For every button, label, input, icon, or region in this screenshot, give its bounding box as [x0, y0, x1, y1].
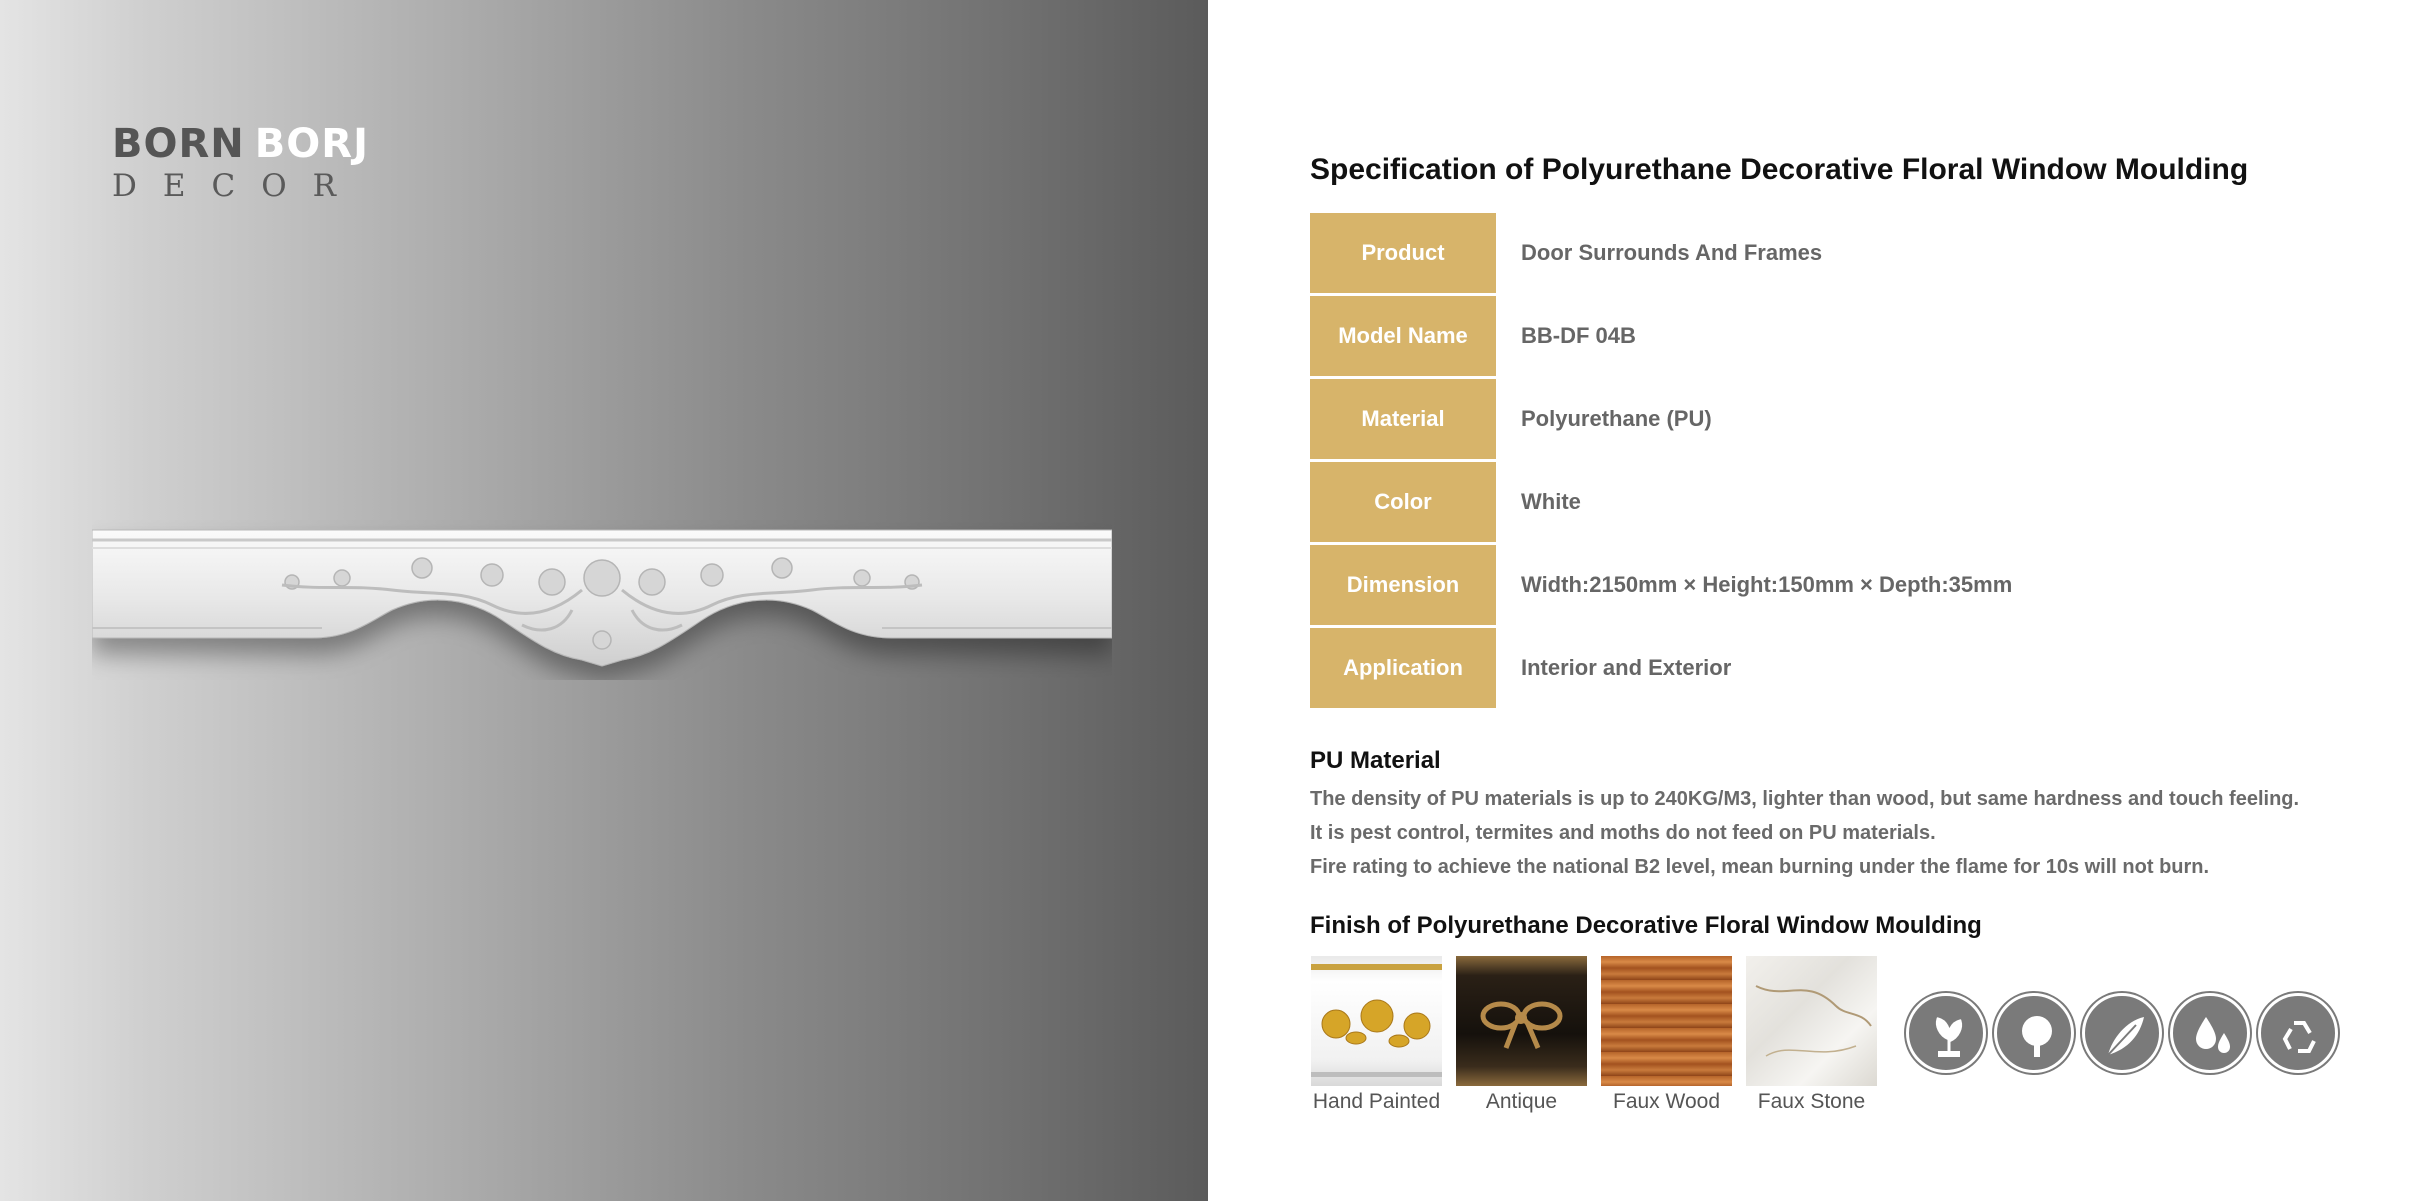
finish-faux-wood	[1601, 956, 1732, 1114]
brand-word-2: BORJ	[254, 121, 369, 167]
spec-row-color	[1310, 461, 2012, 544]
spec-label: Dimension	[1310, 544, 1498, 627]
finish-hand-painted	[1311, 956, 1442, 1114]
finish-antique	[1456, 956, 1587, 1114]
spec-value: Interior and Exterior	[1498, 627, 2013, 710]
formaldehyde-free-icon	[1906, 993, 1986, 1073]
spec-row-product	[1310, 213, 2012, 295]
antique-swatch	[1456, 956, 1587, 1086]
spec-row-model-name	[1310, 295, 2012, 378]
finish-label: Faux Wood	[1613, 1090, 1720, 1113]
finish-label: Antique	[1485, 1090, 1558, 1113]
finish-faux-stone	[1746, 956, 1877, 1114]
pu-material-title: PU Material	[1310, 747, 1441, 774]
spec-label: Model Name	[1310, 295, 1498, 378]
spec-row-dimension	[1310, 544, 2012, 627]
hand-painted-swatch	[1311, 956, 1442, 1086]
pu-line: The density of PU materials is up to 240KG/M3, lighter than wood, but same hardness and touch feeling.	[1310, 788, 2300, 810]
faux-stone-swatch	[1746, 956, 1877, 1086]
spec-table	[1310, 213, 2012, 711]
pu-material-description	[1310, 782, 2299, 884]
biodegradable-icon	[2258, 993, 2338, 1073]
finish-swatches	[1311, 956, 1877, 1114]
finish-label: Hand Painted	[1312, 1090, 1441, 1113]
spec-label: Color	[1310, 461, 1498, 544]
pu-line: Fire rating to achieve the national B2 level, mean burning under the flame for 10s will not burn.	[1310, 856, 2210, 878]
spec-label: Material	[1310, 378, 1498, 461]
spec-value: BB-DF 04B	[1498, 295, 2013, 378]
brand-tagline: DECOR	[112, 168, 362, 204]
pu-line: It is pest control, termites and moths do not feed on PU materials.	[1310, 822, 1936, 844]
spec-row-material	[1310, 378, 2012, 461]
brand-word-1: BORN	[112, 121, 245, 167]
hypoallergenic-icon	[2082, 993, 2162, 1073]
spec-value: Door Surrounds And Frames	[1498, 213, 2013, 295]
finish-label: Faux Stone	[1757, 1090, 1866, 1113]
spec-row-application	[1310, 627, 2012, 710]
spec-label: Product	[1310, 213, 1498, 295]
spec-value: Width:2150mm × Height:150mm × Depth:35mm	[1498, 544, 2013, 627]
spec-value: White	[1498, 461, 2013, 544]
moisture-resistant-icon	[2170, 993, 2250, 1073]
spec-title: Specification of Polyurethane Decorative Floral Window Moulding	[1310, 153, 2249, 186]
brand-logo	[112, 121, 369, 204]
cfc-free-icon	[1994, 993, 2074, 1073]
spec-value: Polyurethane (PU)	[1498, 378, 2013, 461]
product-image-panel	[0, 0, 1208, 1201]
moulding-product-image	[92, 520, 1112, 680]
finish-title: Finish of Polyurethane Decorative Floral Window Moulding	[1310, 912, 1982, 939]
faux-wood-swatch	[1601, 956, 1732, 1086]
feature-badges	[1906, 993, 2338, 1073]
brand-wordmark	[112, 121, 369, 167]
spec-label: Application	[1310, 627, 1498, 710]
